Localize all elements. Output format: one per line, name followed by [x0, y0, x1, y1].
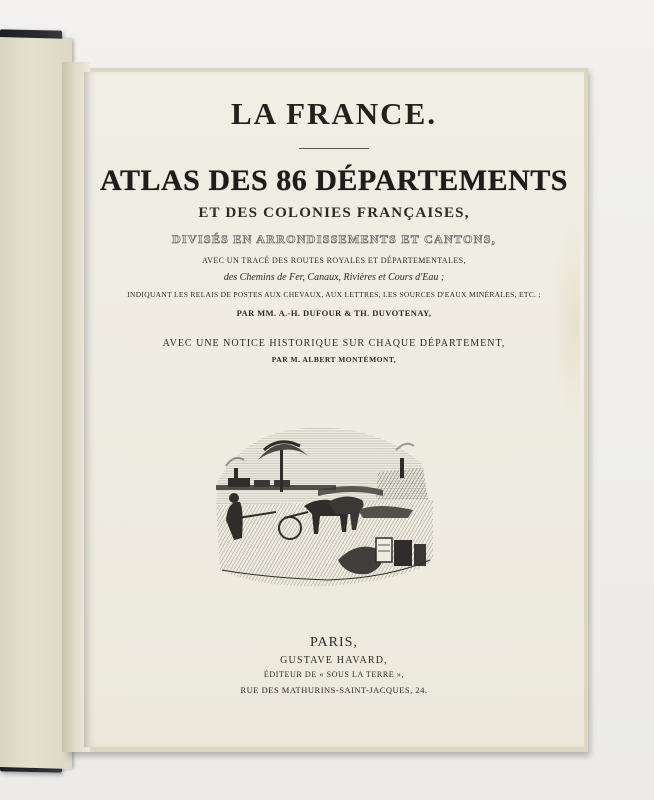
colonies-subtitle: ET DES COLONIES FRANÇAISES,: [198, 205, 470, 221]
publication-city: PARIS,: [310, 635, 358, 650]
title-divider: [299, 148, 369, 149]
landscape-engraving-icon: [208, 410, 438, 592]
title-page: [84, 72, 584, 747]
page-title: LA FRANCE.: [230, 96, 437, 131]
relays-line: INDIQUANT LES RELAIS DE POSTES AUX CHEVAUX, AUX LETTRES, LES SOURCES D'EAUX MINÉRALES, ETC. ;: [127, 290, 541, 299]
publisher-address: RUE DES MATHURINS-SAINT-JACQUES, 24.: [240, 685, 428, 695]
notice-line: AVEC UNE NOTICE HISTORIQUE SUR CHAQUE DÉPARTEMENT,: [162, 338, 506, 349]
authors-line: PAR MM. A.-H. DUFOUR & TH. DUVOTENAY,: [236, 308, 432, 318]
publisher-note: ÉDITEUR DE « SOUS LA TERRE »,: [263, 670, 405, 679]
divisions-line: DIVISÉS EN ARRONDISSEMENTS ET CANTONS,: [171, 232, 497, 246]
publisher-name: GUSTAVE HAVARD,: [280, 655, 388, 666]
foxing-stain: [552, 222, 580, 422]
routes-line: AVEC UN TRACÉ DES ROUTES ROYALES ET DÉPARTEMENTALES,: [202, 256, 466, 265]
railways-line: des Chemins de Fer, Canaux, Rivières et Cours d'Eau ;: [223, 272, 445, 283]
notice-author-line: PAR M. ALBERT MONTÉMONT,: [271, 355, 397, 364]
atlas-title: ATLAS DES 86 DÉPARTEMENTS: [100, 164, 568, 197]
